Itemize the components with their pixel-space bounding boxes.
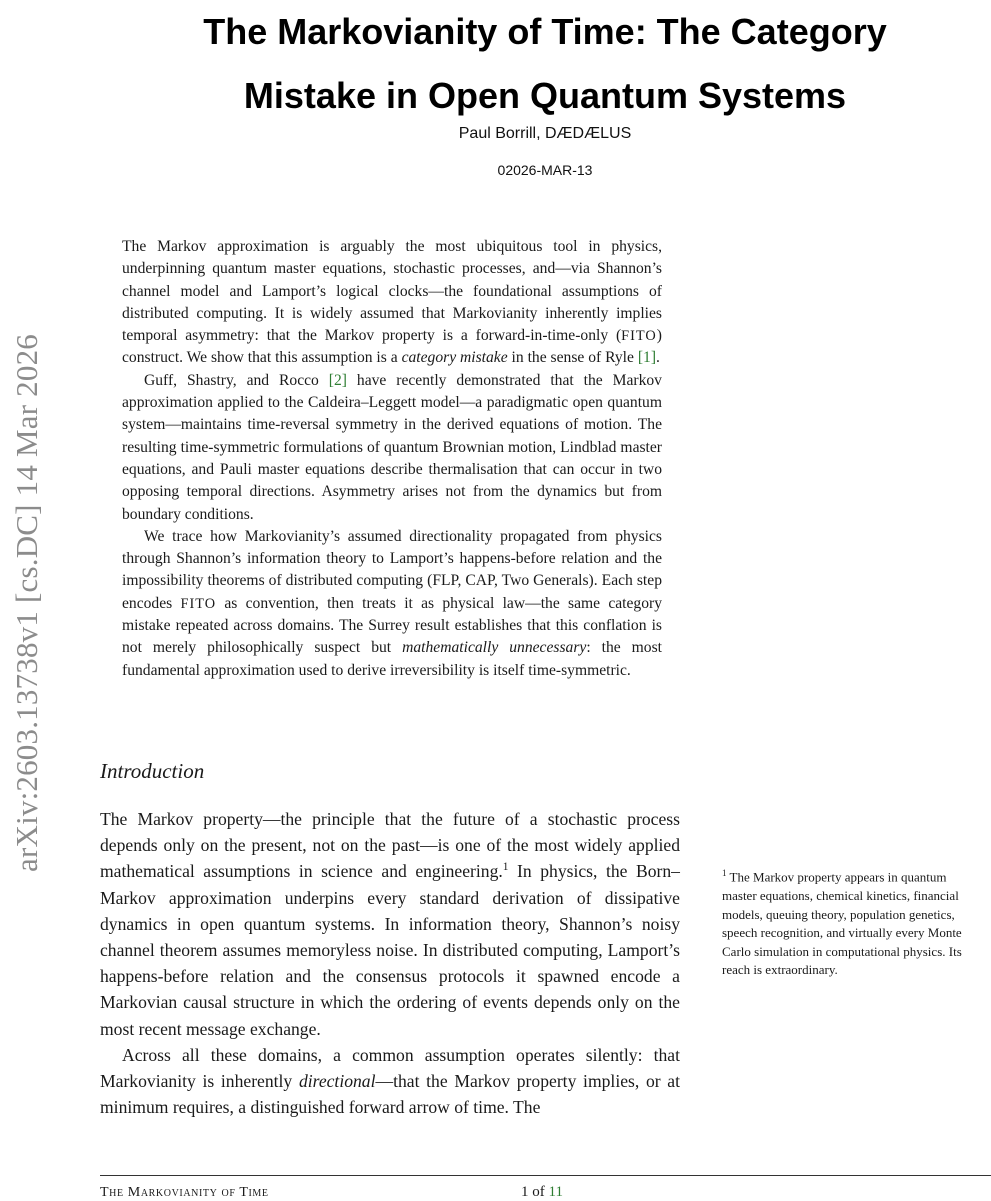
text-run: —that the Markov property implies, or at minimum requires, a distinguished forward arrow of time. The bbox=[100, 1071, 681, 1118]
text-run: In physics, the Born–Markov approximation underpins every standard derivation of dissipative dynamics in open quantum systems. In information theory, Shannon’s noisy channel theorem assumes memoryless noise. In distributed computing, Lamport’s happens-before relation and the consensus protocols it spawned encode a Markovian causal structure in which the ordering of events depends only on the most recent message exchange. bbox=[100, 861, 680, 1039]
sidenote-number: 1 bbox=[722, 868, 727, 878]
arxiv-margin-stamp: arXiv:2603.13738v1 [cs.DC] 14 Mar 2026 bbox=[9, 334, 44, 872]
title-line-1: The Markovianity of Time: The Category bbox=[203, 11, 887, 52]
running-title: The Markovianity of Time bbox=[100, 1185, 269, 1200]
page-of: of bbox=[532, 1184, 545, 1200]
text-run: We trace how Markovianity’s assumed directionality propagated from physics through Shannon’s information theory to Lamport’s happens-before relation and the impossibility theorems of distributed computing (FLP, CAP, Two Generals). Each step encodes bbox=[122, 527, 662, 612]
abstract-paragraph-3 bbox=[122, 526, 662, 682]
sidenote-text: The Markov property appears in quantum master equations, chemical kinetics, financial models, queuing theory, population genetics, speech recognition, and virtually every Monte Carlo simulation in computational physics. Its reach is extraordinary. bbox=[722, 869, 962, 978]
abstract-paragraph-1 bbox=[122, 236, 662, 370]
text-run: Guff, Shastry, and Rocco bbox=[144, 371, 329, 389]
body-paragraph-2 bbox=[100, 1042, 680, 1121]
text-run: as convention, then treats it as physical law—the same category mistake repeated across domains. The Surrey result establishes that this conflation is not merely philosophically suspect but bbox=[122, 594, 662, 657]
footer-divider bbox=[100, 1175, 991, 1176]
abstract-paragraph-2 bbox=[122, 370, 662, 526]
text-run: : the most fundamental approximation used to derive irreversibility is itself time-symmetric. bbox=[122, 639, 662, 679]
date-line: 02026-MAR-13 bbox=[497, 162, 593, 178]
section-heading-introduction: Introduction bbox=[100, 759, 205, 783]
fito-acronym: FITO bbox=[621, 328, 657, 345]
citation-link[interactable]: [2] bbox=[328, 371, 347, 389]
title-line-2: Mistake in Open Quantum Systems bbox=[243, 75, 847, 116]
footnote-marker[interactable]: 1 bbox=[502, 861, 509, 874]
citation-link[interactable]: [1] bbox=[637, 349, 657, 367]
emphasis: category mistake bbox=[401, 349, 508, 367]
emphasis: directional bbox=[298, 1071, 376, 1092]
emphasis: mathematically unnecessary bbox=[402, 639, 587, 657]
text-run: ) construct. We show that this assumption is a bbox=[122, 327, 662, 367]
page-number bbox=[521, 1184, 563, 1201]
page-total-link[interactable]: 11 bbox=[548, 1184, 563, 1200]
body-paragraph-1 bbox=[100, 806, 680, 1042]
sidenote-1 bbox=[722, 864, 984, 980]
text-run: have recently demonstrated that the Markov approximation applied to the Caldeira–Leggett model—a paradigmatic open quantum system—maintains time-reversal symmetry in the derived equations of motion. The resulting time-symmetric formulations of quantum Brownian motion, Lindblad master equations, and Pauli master equations describe thermalisation that can occur in two opposing temporal directions. Asymmetry arises not from the dynamics but from boundary conditions. bbox=[122, 371, 662, 523]
page-current: 1 bbox=[521, 1184, 529, 1200]
text-run: The Markov property—the principle that the future of a stochastic process depends only on the present, not on the past—is one of the most widely applied mathematical assumptions in science and engineering. bbox=[100, 809, 680, 882]
introduction-body bbox=[100, 806, 680, 1120]
paper-title bbox=[150, 0, 940, 128]
text-run: in the sense of Ryle bbox=[507, 349, 638, 367]
text-run: The Markov approximation is arguably the most ubiquitous tool in physics, underpinning quantum master equations, stochastic processes, and—via Shannon’s channel model and Lamport’s logical clocks—the foundational assumptions of distributed computing. It is widely assumed that Markovianity inherently implies temporal asymmetry: that the Markov property is a forward-in-time-only ( bbox=[122, 238, 662, 345]
text-run: . bbox=[656, 349, 660, 367]
author-line: Paul Borrill, DÆDÆLUS bbox=[458, 125, 632, 142]
abstract bbox=[122, 236, 662, 682]
text-run: Across all these domains, a common assumption operates silently: that Markovianity is inherently bbox=[100, 1044, 680, 1092]
fito-acronym: FITO bbox=[180, 595, 217, 612]
